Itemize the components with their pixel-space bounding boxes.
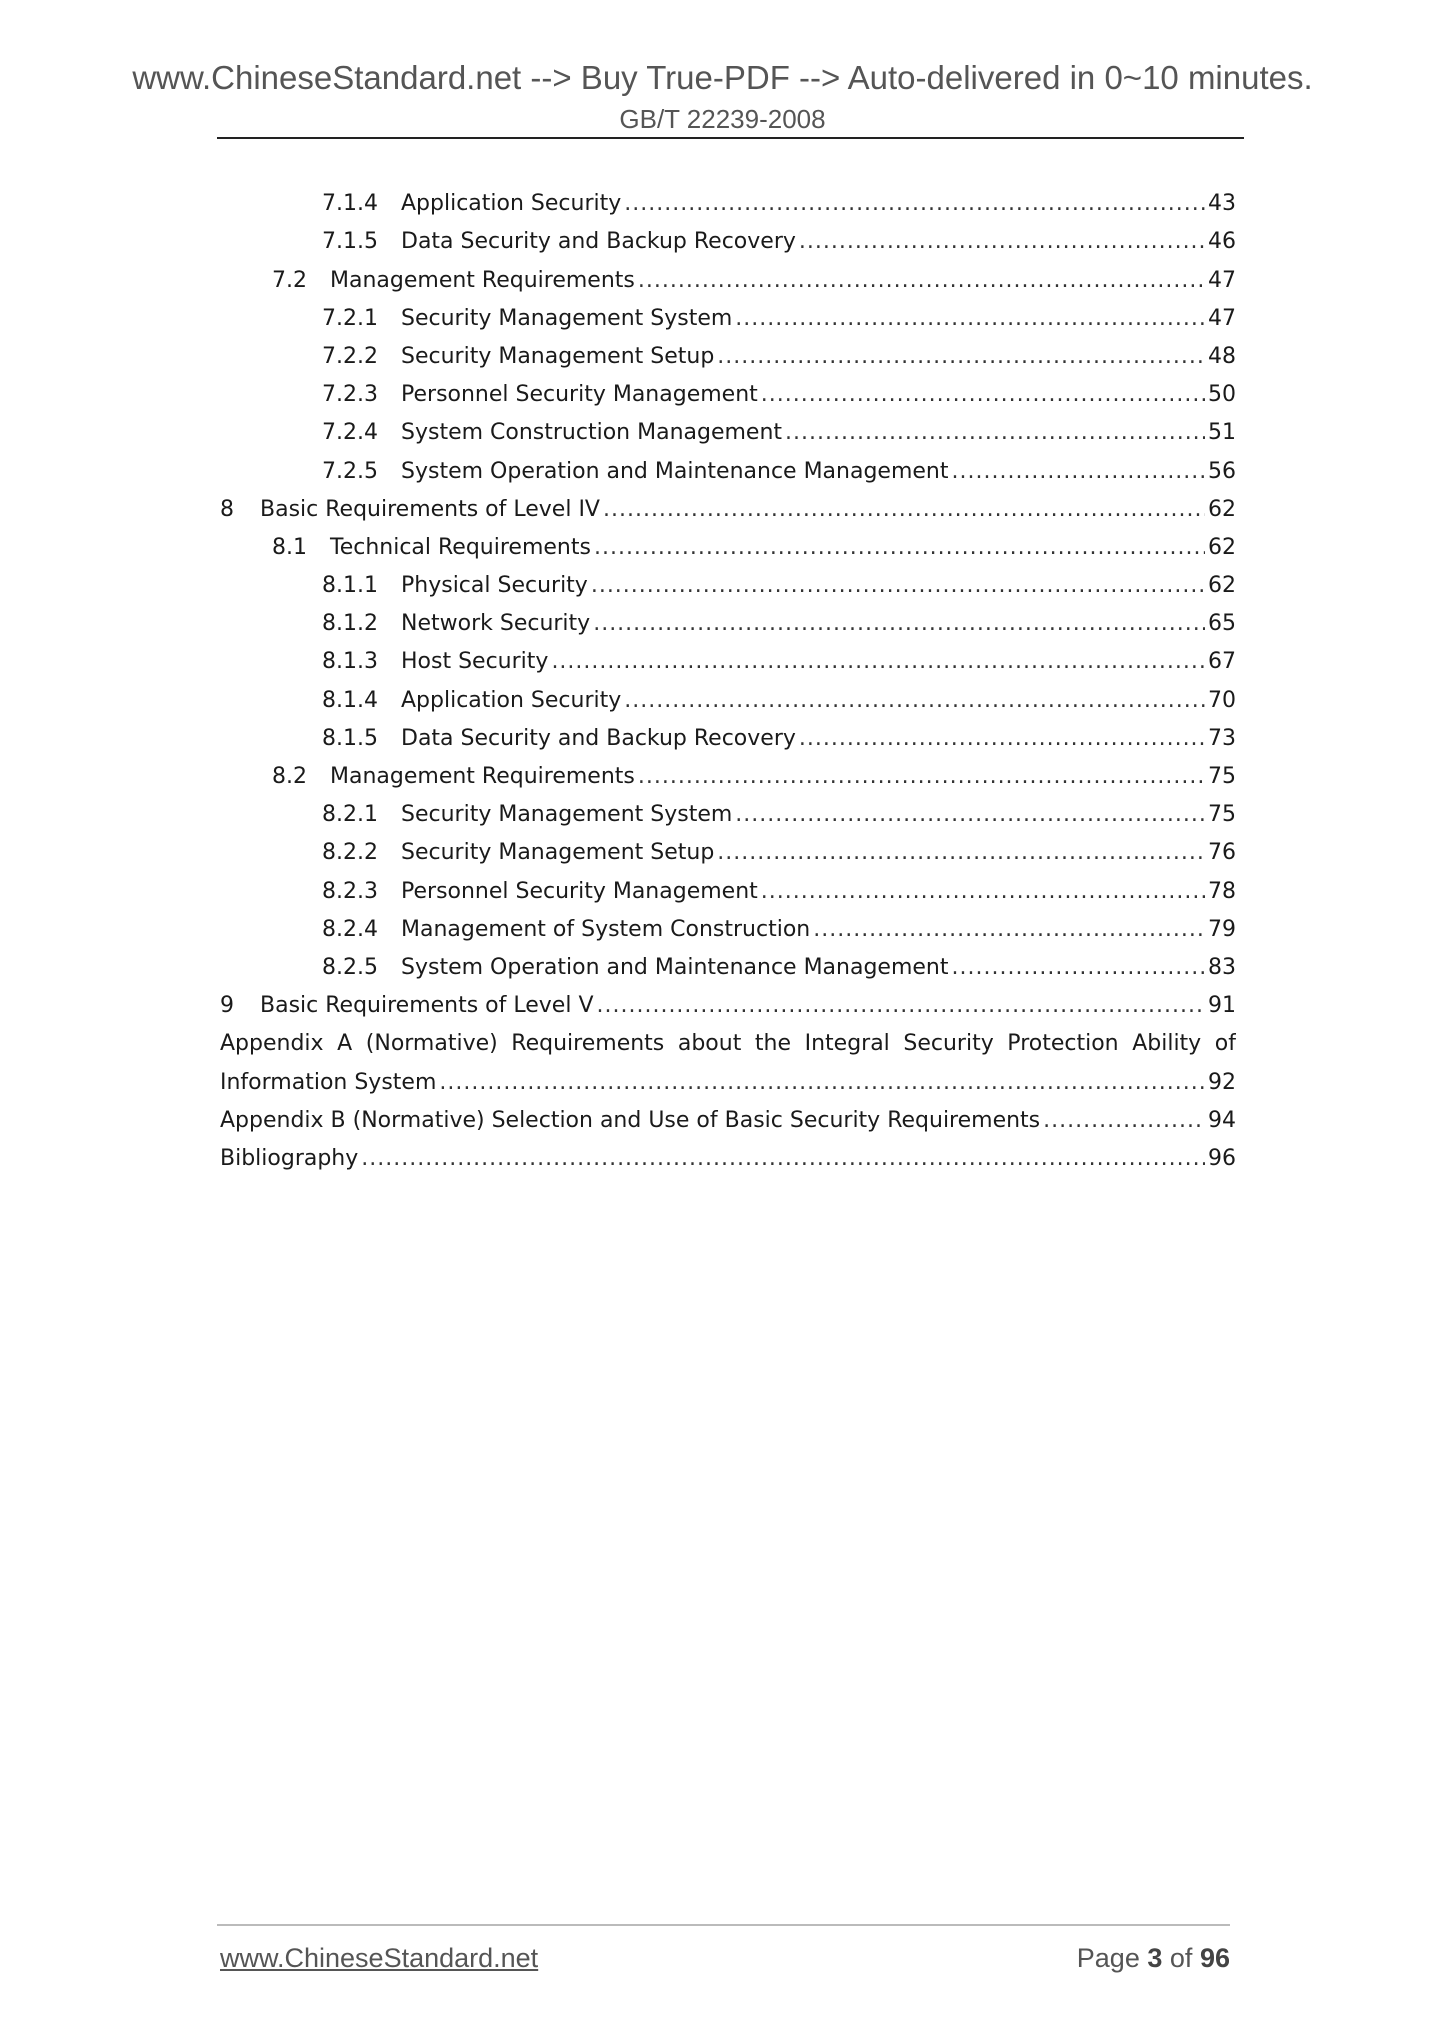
toc-page: 75 [1208, 764, 1236, 789]
toc-page: 67 [1208, 649, 1236, 675]
current-page: 3 [1147, 1943, 1163, 1973]
toc-entry-appendix-a-line1[interactable] [220, 1018, 1236, 1056]
toc-leader [952, 459, 1206, 484]
toc-page: 75 [1208, 802, 1236, 828]
toc-leader [717, 344, 1205, 369]
toc-number: 8.1 [272, 534, 307, 560]
toc-leader [624, 191, 1205, 216]
toc-title: Bibliography [220, 1145, 359, 1171]
toc-page: 51 [1208, 420, 1236, 446]
toc-leader [1043, 1108, 1205, 1133]
toc-page: 65 [1208, 611, 1236, 637]
toc-number: 8.2.4 [322, 916, 378, 942]
page-number [1077, 1943, 1230, 1974]
toc-page: 96 [1208, 1145, 1236, 1171]
toc-entry[interactable] [220, 522, 1236, 560]
toc-title: Data Security and Backup Recovery [401, 725, 796, 751]
toc-title: Technical Requirements [330, 534, 591, 560]
toc-page: 78 [1208, 878, 1236, 904]
toc-title: Security Management System [401, 802, 733, 828]
toc-title: Appendix B (Normative) Selection and Use of Basic Security Requirements [220, 1107, 1041, 1133]
toc-leader [799, 726, 1205, 751]
toc-title: Personnel Security Management [401, 382, 758, 408]
toc-page: 70 [1208, 687, 1236, 713]
toc-leader [952, 955, 1206, 980]
toc-page: 48 [1208, 343, 1236, 369]
toc-entry[interactable] [220, 980, 1236, 1018]
toc-title: System Construction Management [401, 420, 783, 446]
toc-leader [439, 1070, 1205, 1095]
toc-page: 50 [1208, 382, 1236, 408]
toc-entry[interactable] [220, 484, 1236, 522]
toc-leader [735, 306, 1205, 331]
toc-title: Host Security [401, 649, 549, 675]
toc-number: 8.1.2 [322, 611, 378, 637]
toc-entry[interactable] [220, 560, 1236, 598]
toc-leader [361, 1146, 1205, 1171]
toc-leader [638, 268, 1205, 293]
toc-page: 62 [1208, 573, 1236, 599]
toc-number: 8.1.4 [322, 687, 378, 713]
toc-number: 7.2 [272, 267, 307, 293]
total-pages: 96 [1199, 1943, 1230, 1973]
standard-number: GB/T 22239-2008 [619, 104, 826, 134]
toc-entry[interactable] [220, 369, 1236, 407]
toc-number: 8.2.1 [322, 802, 378, 828]
toc-title: Network Security [401, 611, 591, 637]
toc-leader [594, 535, 1205, 560]
header-divider [217, 137, 1244, 139]
toc-entry[interactable] [220, 331, 1236, 369]
toc-number: 8.1.3 [322, 649, 378, 675]
footer-website-link[interactable]: www.ChineseStandard.net [220, 1943, 539, 1973]
toc-leader [735, 802, 1205, 827]
toc-entry[interactable] [220, 751, 1236, 789]
toc-entry[interactable] [220, 445, 1236, 483]
page-prefix: Page [1076, 1943, 1140, 1973]
toc-leader [551, 649, 1205, 674]
toc-title: Appendix A (Normative) Requirements about the Integral Security Protection Ability of [220, 1031, 1236, 1057]
toc-entry[interactable] [220, 254, 1236, 292]
toc-page: 62 [1208, 534, 1236, 560]
toc-leader [603, 497, 1205, 522]
toc-entry[interactable] [220, 598, 1236, 636]
page-of: of [1169, 1943, 1193, 1973]
toc-entry[interactable] [220, 216, 1236, 254]
toc-leader [638, 764, 1205, 789]
toc-leader [591, 573, 1205, 598]
toc-number: 7.2.5 [322, 458, 378, 484]
toc-entry[interactable] [220, 713, 1236, 751]
toc-title: Basic Requirements of Level IV [260, 496, 600, 522]
toc-number: 7.2.3 [322, 382, 378, 408]
toc-number: 8.2.3 [322, 878, 378, 904]
toc-entry-appendix-b[interactable] [220, 1095, 1236, 1133]
toc-leader [597, 993, 1206, 1018]
toc-number: 7.1.4 [322, 191, 378, 217]
toc-number: 7.2.4 [322, 420, 378, 446]
toc-leader [761, 382, 1205, 407]
toc-number: 7.1.5 [322, 229, 378, 255]
toc-title: System Operation and Maintenance Management [401, 458, 949, 484]
toc-number: 8.2.2 [322, 840, 378, 866]
toc-page: 92 [1208, 1069, 1236, 1095]
toc-entry[interactable] [220, 293, 1236, 331]
toc-title: Management Requirements [330, 764, 635, 789]
toc-page: 83 [1208, 954, 1236, 980]
toc-title: Application Security [401, 191, 622, 217]
toc-number: 7.2.2 [322, 343, 378, 369]
toc-number: 8.2.5 [322, 954, 378, 980]
toc-entry-bibliography[interactable] [220, 1133, 1236, 1171]
table-of-contents [220, 178, 1236, 1171]
toc-title: Management of System Construction [401, 916, 811, 942]
toc-title: System Operation and Maintenance Management [401, 954, 949, 980]
toc-title: Data Security and Backup Recovery [401, 229, 796, 255]
header-banner: www.ChineseStandard.net --> Buy True-PDF --> Auto-delivered in 0~10 minutes. [132, 59, 1313, 96]
toc-leader [624, 688, 1205, 713]
toc-title: Security Management Setup [401, 343, 715, 369]
toc-entry[interactable] [220, 407, 1236, 445]
toc-number: 9 [220, 993, 234, 1019]
toc-page: 47 [1208, 267, 1236, 293]
toc-title: Security Management Setup [401, 840, 715, 866]
toc-entry[interactable] [220, 789, 1236, 827]
toc-title: Security Management System [401, 305, 733, 331]
toc-entry-appendix-a-line2[interactable] [220, 1056, 1236, 1094]
toc-page: 79 [1208, 916, 1236, 942]
toc-leader [813, 917, 1205, 942]
toc-title: Personnel Security Management [401, 878, 758, 904]
toc-leader [593, 611, 1205, 636]
toc-entry[interactable] [220, 636, 1236, 674]
toc-page: 73 [1208, 725, 1236, 751]
toc-number: 8.1.1 [322, 573, 378, 599]
toc-leader [799, 229, 1205, 254]
toc-number: 7.2.1 [322, 305, 378, 331]
toc-page: 62 [1208, 496, 1236, 522]
toc-page: 47 [1208, 305, 1236, 331]
toc-page: 43 [1208, 191, 1236, 217]
toc-number: 8 [220, 496, 234, 522]
toc-title: Application Security [401, 687, 622, 713]
toc-title: Information System [220, 1069, 437, 1095]
toc-page: 94 [1208, 1107, 1236, 1133]
toc-page: 76 [1208, 840, 1236, 866]
toc-entry[interactable] [220, 942, 1236, 980]
toc-page: 46 [1208, 229, 1236, 255]
toc-entry[interactable] [220, 827, 1236, 865]
toc-page: 91 [1208, 993, 1236, 1019]
toc-leader [717, 840, 1205, 865]
toc-title: Basic Requirements of Level V [260, 993, 594, 1019]
toc-entry[interactable] [220, 674, 1236, 712]
toc-number: 8.2 [272, 764, 307, 789]
footer-divider [217, 1924, 1230, 1926]
toc-entry[interactable] [220, 865, 1236, 903]
toc-number: 8.1.5 [322, 725, 378, 751]
toc-page: 56 [1208, 458, 1236, 484]
toc-leader [761, 879, 1205, 904]
toc-title: Management Requirements [330, 267, 635, 293]
toc-title: Physical Security [401, 573, 588, 599]
toc-entry[interactable] [220, 904, 1236, 942]
page-header [0, 58, 1445, 134]
toc-entry[interactable] [220, 178, 1236, 216]
toc-leader [785, 420, 1205, 445]
